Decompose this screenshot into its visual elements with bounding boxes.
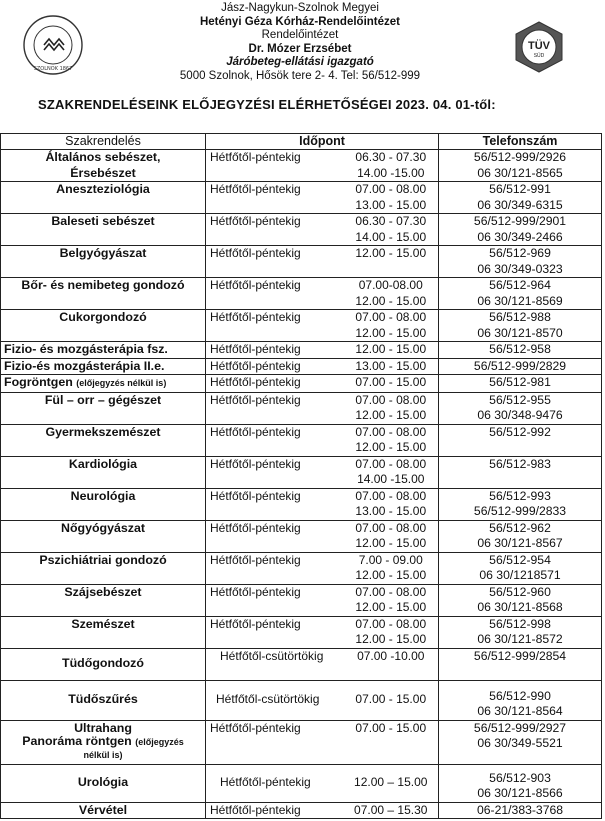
- phone-second: 06 30/121-8566: [477, 786, 563, 800]
- table-row: [1, 214, 602, 246]
- hours-first: 07.00 - 08.00: [355, 310, 427, 324]
- schedule-hours: [344, 358, 439, 375]
- hours-first: 07.00 - 15.00: [355, 375, 427, 389]
- specialty-label: Ultrahang: [74, 720, 132, 735]
- hours-first: 07.00-08.00: [358, 278, 423, 292]
- specialty-name: [1, 456, 206, 488]
- schedule-days: Hétfőtől-péntekig: [206, 552, 344, 584]
- specialty-name: [1, 720, 206, 764]
- schedule-days: Hétfőtől-péntekig: [206, 246, 344, 278]
- phone-numbers: [439, 488, 602, 520]
- phone-numbers: [439, 278, 602, 310]
- schedule-days: Hétfőtől-péntekig: [206, 616, 344, 648]
- specialty-label: Tüdőszűrés: [68, 692, 138, 707]
- phone-first: 56/512-998: [489, 616, 551, 631]
- hospital-seal-logo: [22, 14, 84, 76]
- hours-second: 12.00 - 15.00: [355, 408, 427, 422]
- page-title: SZAKRENDELÉSEINK ELŐJEGYZÉSI ELÉRHETŐSÉGEI 2023. 04. 01-től:: [38, 97, 496, 112]
- specialty-name: [1, 616, 206, 648]
- document-header: [0, 0, 605, 92]
- schedule-hours: [344, 680, 439, 720]
- hours-first: 07.00 -10.00: [357, 648, 425, 663]
- schedule-hours: [344, 648, 439, 680]
- hours-first: 07.00 - 15.00: [355, 692, 427, 707]
- specialty-label: Szemészet: [71, 616, 135, 631]
- schedule-hours: [344, 182, 439, 214]
- schedule-hours: [344, 488, 439, 520]
- phone-numbers: [439, 246, 602, 278]
- phone-first: 56/512-999/2927: [473, 720, 567, 735]
- specialty-name: [1, 375, 206, 393]
- phone-second: 06 30/1218571: [479, 568, 561, 582]
- schedule-days: Hétfőtől-péntekig: [206, 342, 344, 359]
- column-header-name: Szakrendelés: [1, 134, 206, 150]
- phone-first: 56/512-990: [489, 688, 551, 703]
- schedule-hours: [344, 310, 439, 342]
- phone-numbers: [439, 584, 602, 616]
- table-row: [1, 616, 602, 648]
- phone-second: 06 30/121-8569: [477, 293, 563, 308]
- table-row: [1, 392, 602, 424]
- schedule-hours: [344, 720, 439, 764]
- phone-first: 56/512-964: [489, 278, 551, 292]
- phone-numbers: [439, 392, 602, 424]
- phone-second: 06 30/348-9476: [477, 408, 563, 422]
- phone-second: 06 30/121-8570: [477, 325, 563, 340]
- table-header-row: [1, 134, 602, 150]
- schedule-hours: [344, 214, 439, 246]
- specialty-label: Fogröntgen: [4, 375, 73, 389]
- schedule-hours: [344, 278, 439, 310]
- specialty-name: [1, 552, 206, 584]
- schedule-days: Hétfőtől-péntekig: [206, 358, 344, 375]
- address-line: 5000 Szolnok, Hősök tere 2- 4. Tel: 56/512-999: [179, 69, 421, 82]
- column-header-phone: Telefonszám: [439, 134, 602, 150]
- specialty-label-second: Érsebészet: [70, 165, 136, 180]
- phone-numbers: [439, 616, 602, 648]
- specialty-label: Tüdőgondozó: [62, 656, 144, 671]
- specialty-label: Neurológia: [70, 488, 136, 503]
- phone-first: 56/512-983: [489, 456, 551, 471]
- schedule-days: Hétfőtől-csütörtökig: [206, 648, 344, 680]
- hours-second: 12.00 - 15.00: [355, 293, 427, 308]
- hours-second: 13.00 - 15.00: [355, 197, 427, 212]
- specialty-name: [1, 278, 206, 310]
- phone-first: 56/512-999/2854: [473, 648, 567, 663]
- schedule-days: Hétfőtől-péntekig: [206, 488, 344, 520]
- phone-second: 56/512-999/2833: [473, 504, 567, 518]
- hours-first: 07.00 - 08.00: [355, 392, 427, 407]
- specialty-name: [1, 424, 206, 456]
- specialty-label: Bőr- és nemibeteg gondozó: [21, 278, 185, 292]
- phone-numbers: [439, 552, 602, 584]
- hours-second: 14.00 -15.00: [357, 165, 425, 180]
- schedule-days: Hétfőtől-péntekig: [206, 764, 344, 802]
- phone-second: 06 30/349-0323: [477, 261, 563, 276]
- schedule-days: Hétfőtől-péntekig: [206, 520, 344, 552]
- specialty-label: Pszichiátriai gondozó: [39, 552, 167, 567]
- hours-first: 07.00 - 08.00: [355, 182, 427, 196]
- phone-numbers: [439, 375, 602, 393]
- phone-second: 06 30/349-6315: [477, 197, 563, 212]
- phone-numbers: [439, 214, 602, 246]
- hours-first: 12.00 - 15.00: [355, 342, 427, 356]
- specialty-label: Kardiológia: [68, 456, 138, 471]
- schedule-hours: [344, 520, 439, 552]
- hospital-name: Hetényi Géza Kórház-Rendelőintézet: [199, 15, 400, 28]
- table-row: [1, 720, 602, 764]
- schedule-days: Hétfőtől-péntekig: [206, 182, 344, 214]
- phone-numbers: [439, 802, 602, 819]
- schedule-hours: [344, 616, 439, 648]
- schedule-hours: [344, 552, 439, 584]
- table-row: [1, 764, 602, 802]
- table-row: [1, 375, 602, 393]
- column-header-time: Időpont: [206, 134, 439, 150]
- institution-info: [110, 2, 490, 83]
- phone-numbers: [439, 310, 602, 342]
- table-row: [1, 310, 602, 342]
- phone-numbers: [439, 456, 602, 488]
- specialty-label: Baleseti sebészet: [51, 214, 155, 228]
- director-title: Járóbeteg-ellátási igazgató: [226, 56, 374, 68]
- phone-second: 06 30/121-8565: [477, 165, 563, 180]
- table-row: [1, 278, 602, 310]
- specialty-label: Gyermekszemészet: [45, 424, 161, 439]
- hours-first: 07.00 – 15.30: [354, 802, 428, 817]
- table-row: [1, 342, 602, 359]
- phone-second: 06 30/349-5521: [477, 736, 563, 750]
- table-row: [1, 246, 602, 278]
- phone-first: 56/512-993: [489, 488, 551, 503]
- hours-second: 14.00 -15.00: [357, 472, 425, 486]
- hours-first: 13.00 - 15.00: [355, 358, 427, 373]
- phone-numbers: [439, 342, 602, 359]
- schedule-days: Hétfőtől-péntekig: [206, 424, 344, 456]
- schedule-hours: [344, 246, 439, 278]
- schedule-days: Hétfőtől-péntekig: [206, 375, 344, 393]
- specialty-label: Nőgyógyászat: [61, 520, 145, 535]
- schedule-hours: [344, 584, 439, 616]
- schedule-hours: [344, 424, 439, 456]
- phone-numbers: [439, 182, 602, 214]
- phone-numbers: [439, 424, 602, 456]
- table-row: [1, 680, 602, 720]
- hours-second: 12.00 - 15.00: [355, 600, 427, 614]
- table-row: [1, 488, 602, 520]
- phone-numbers: [439, 648, 602, 680]
- schedule-days: Hétfőtől-péntekig: [206, 456, 344, 488]
- hours-first: 7.00 - 09.00: [358, 552, 423, 567]
- specialty-note: (előjegyzés nélkül is): [76, 378, 167, 388]
- hours-first: 07.00 - 08.00: [355, 456, 427, 471]
- phone-first: 56/512-991: [489, 182, 551, 196]
- phone-first: 56/512-903: [489, 770, 551, 785]
- hours-first: 12.00 - 15.00: [355, 246, 427, 260]
- specialty-label: Vérvétel: [78, 802, 128, 817]
- specialty-label: Belgyógyászat: [59, 246, 147, 260]
- specialty-name: [1, 182, 206, 214]
- phone-first: 56/512-981: [489, 375, 551, 389]
- specialty-label: Fizio-és mozgásterápia II.e.: [4, 358, 165, 373]
- phone-second: 06 30/121-8572: [477, 632, 563, 646]
- specialty-name: [1, 680, 206, 720]
- specialty-note-second: nélkül is): [83, 750, 123, 760]
- department-name: Rendelőintézet: [261, 29, 339, 41]
- table-row: [1, 424, 602, 456]
- specialty-label: Aneszteziológia: [56, 182, 150, 196]
- phone-second: 06 30/121-8564: [477, 704, 563, 718]
- phone-first: 56/512-999/2901: [473, 214, 567, 228]
- table-row: [1, 552, 602, 584]
- phone-first: 56/512-962: [489, 520, 551, 535]
- table-row: [1, 358, 602, 375]
- hours-second: 12.00 - 15.00: [355, 440, 427, 454]
- tuv-certification-logo: [512, 20, 566, 74]
- schedule-days: Hétfőtől-péntekig: [206, 802, 344, 819]
- hours-first: 12.00 – 15.00: [354, 775, 428, 790]
- table-row: [1, 584, 602, 616]
- hours-second: 13.00 - 15.00: [355, 504, 427, 518]
- specialty-label: Urológia: [77, 775, 129, 790]
- phone-first: 56/512-958: [489, 342, 551, 356]
- specialty-note: (előjegyzés: [135, 737, 184, 747]
- table-row: [1, 182, 602, 214]
- specialty-label: Fül – orr – gégészet: [44, 392, 162, 407]
- specialty-label: Cukorgondozó: [59, 310, 147, 324]
- phone-first: 56/512-999/2829: [473, 358, 567, 373]
- schedule-table: [0, 133, 602, 819]
- phone-first: 56/512-960: [489, 584, 551, 599]
- hours-second: 12.00 - 15.00: [355, 536, 427, 550]
- specialty-name: [1, 764, 206, 802]
- table-row: [1, 150, 602, 182]
- schedule-days: Hétfőtől-csütörtökig: [206, 680, 344, 720]
- specialty-name: [1, 802, 206, 819]
- phone-numbers: [439, 720, 602, 764]
- table-row: [1, 456, 602, 488]
- schedule-hours: [344, 342, 439, 359]
- specialty-name: [1, 520, 206, 552]
- schedule-hours: [344, 150, 439, 182]
- schedule-hours: [344, 456, 439, 488]
- specialty-name: [1, 310, 206, 342]
- svg-text:TÜV: TÜV: [528, 40, 550, 52]
- hours-first: 07.00 - 08.00: [355, 488, 427, 503]
- phone-second: 06 30/121-8568: [477, 600, 563, 614]
- phone-numbers: [439, 150, 602, 182]
- phone-second: 06 30/121-8567: [477, 536, 563, 550]
- hours-second: 12.00 - 15.00: [355, 632, 427, 646]
- hours-first: 07.00 - 15.00: [355, 720, 427, 735]
- specialty-label: Szájsebészet: [64, 584, 142, 599]
- phone-first: 56/512-992: [489, 424, 551, 439]
- phone-first: 56/512-955: [489, 392, 551, 407]
- specialty-name: [1, 648, 206, 680]
- specialty-name: [1, 392, 206, 424]
- specialty-name: [1, 358, 206, 375]
- specialty-label: Általános sebészet,: [45, 150, 161, 164]
- phone-numbers: [439, 764, 602, 802]
- schedule-days: Hétfőtől-péntekig: [206, 214, 344, 246]
- schedule-days: Hétfőtől-péntekig: [206, 278, 344, 310]
- hours-second: 12.00 - 15.00: [355, 325, 427, 340]
- phone-numbers: [439, 358, 602, 375]
- svg-text:SZOLNOK 1867: SZOLNOK 1867: [33, 66, 73, 72]
- schedule-days: Hétfőtől-péntekig: [206, 392, 344, 424]
- hours-second: 14.00 - 15.00: [355, 229, 427, 244]
- schedule-days: Hétfőtől-péntekig: [206, 584, 344, 616]
- hours-first: 06.30 - 07.30: [355, 214, 427, 228]
- hours-second: 12.00 - 15.00: [355, 568, 427, 582]
- table-row: [1, 802, 602, 819]
- schedule-hours: [344, 375, 439, 393]
- specialty-name: [1, 214, 206, 246]
- specialty-label-second: Panoráma röntgen: [22, 734, 132, 748]
- phone-second: 06 30/349-2466: [477, 229, 563, 244]
- phone-first: 56/512-969: [489, 246, 551, 260]
- hours-first: 07.00 - 08.00: [355, 520, 427, 535]
- schedule-hours: [344, 764, 439, 802]
- county-name: Jász-Nagykun-Szolnok Megyei: [221, 2, 379, 14]
- specialty-label-second-wrap: [4, 736, 202, 748]
- schedule-hours: [344, 802, 439, 819]
- hours-first: 07.00 - 08.00: [355, 616, 427, 631]
- phone-first: 56/512-954: [489, 552, 551, 567]
- phone-first: 56/512-988: [489, 310, 551, 324]
- director-name: Dr. Mózer Erzsébet: [248, 42, 352, 55]
- table-row: [1, 520, 602, 552]
- schedule-hours: [344, 392, 439, 424]
- specialty-name: [1, 246, 206, 278]
- phone-numbers: [439, 680, 602, 720]
- hours-first: 07.00 - 08.00: [355, 584, 427, 599]
- specialty-label: Fizio- és mozgásterápia fsz.: [4, 342, 168, 356]
- specialty-name: [1, 342, 206, 359]
- phone-first: 06-21/383-3768: [476, 802, 564, 817]
- table-row: [1, 648, 602, 680]
- specialty-name: [1, 488, 206, 520]
- schedule-days: Hétfőtől-péntekig: [206, 310, 344, 342]
- phone-first: 56/512-999/2926: [473, 150, 567, 164]
- schedule-days: Hétfőtől-péntekig: [206, 150, 344, 182]
- schedule-days: Hétfőtől-péntekig: [206, 720, 344, 764]
- hours-first: 06.30 - 07.30: [355, 150, 427, 164]
- hours-first: 07.00 - 08.00: [355, 424, 427, 439]
- specialty-name: [1, 584, 206, 616]
- specialty-name: [1, 150, 206, 182]
- phone-numbers: [439, 520, 602, 552]
- svg-text:SÜD: SÜD: [533, 53, 545, 59]
